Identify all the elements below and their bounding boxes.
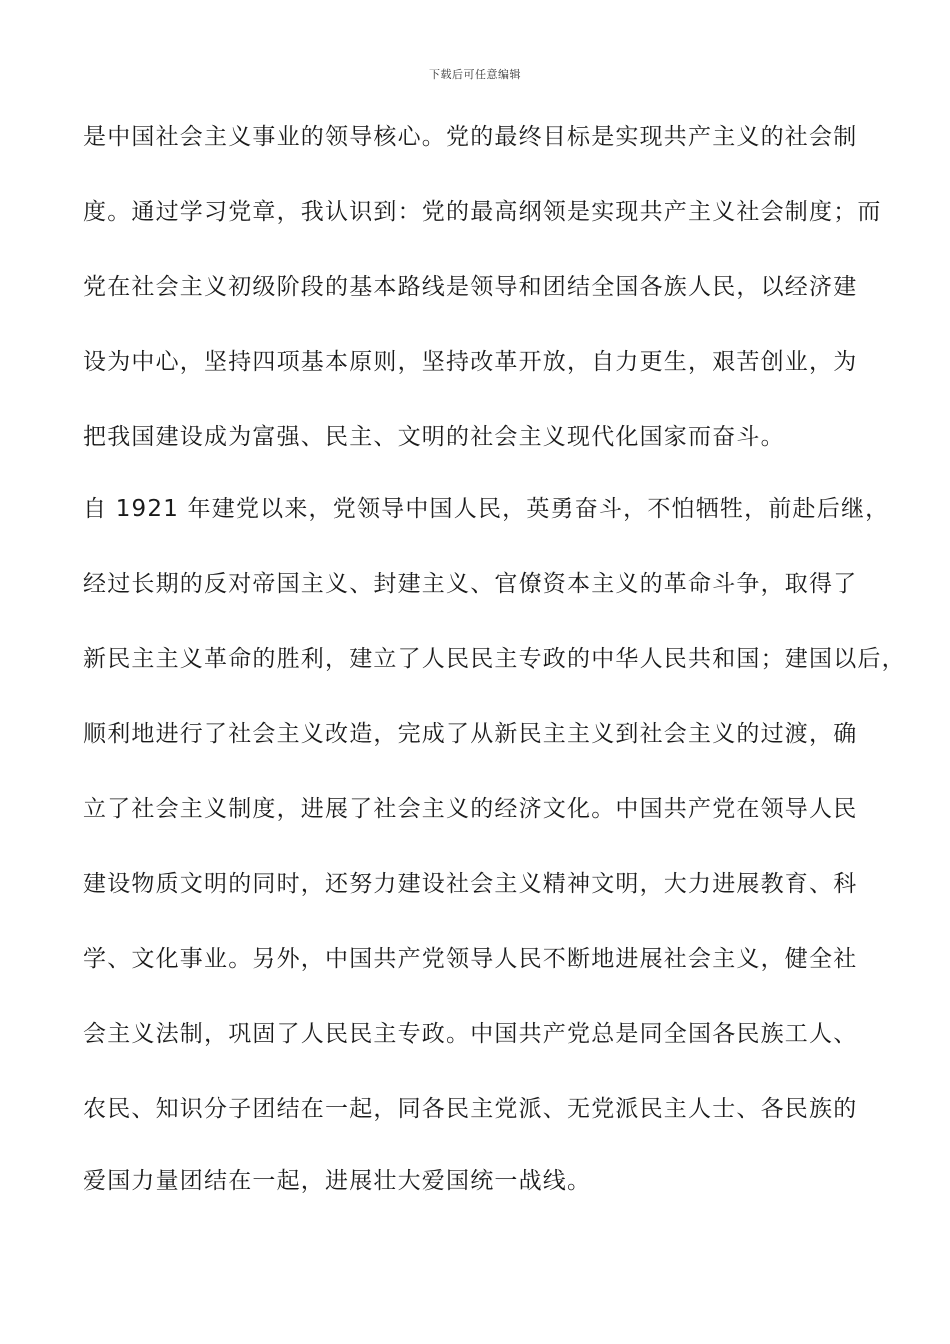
text-line: 经过长期的反对帝国主义、封建主义、官僚资本主义的革命斗争，取得了 (83, 571, 858, 597)
text-line: 设为中心，坚持四项基本原则，坚持改革开放，自力更生，艰苦创业，为 (83, 349, 858, 375)
page-header: 下载后可任意编辑 (429, 68, 521, 81)
text-line: 度。通过学习党章，我认识到：党的最高纲领是实现共产主义社会制度；而 (83, 199, 882, 225)
text-line: 学、文化事业。另外，中国共产党领导人民不断地进展社会主义，健全社 (83, 946, 858, 972)
text-line: 爱国力量团结在一起，进展壮大爱国统一战线。 (83, 1168, 592, 1194)
text-line: 是中国社会主义事业的领导核心。党的最终目标是实现共产主义的社会制 (83, 124, 858, 150)
text-line: 立了社会主义制度，进展了社会主义的经济文化。中国共产党在领导人民 (83, 796, 858, 822)
text-line: 把我国建设成为富强、民主、文明的社会主义现代化国家而奋斗。 (83, 424, 785, 450)
text-line: 党在社会主义初级阶段的基本路线是领导和团结全国各族人民，以经济建 (83, 274, 858, 300)
text-line: 会主义法制，巩固了人民民主专政。中国共产党总是同全国各民族工人、 (83, 1021, 858, 1047)
text-line: 农民、知识分子团结在一起，同各民主党派、无党派民主人士、各民族的 (83, 1096, 858, 1122)
text-line: 自 1921 年建党以来，党领导中国人民，英勇奋斗，不怕牺牲，前赴后继， (83, 496, 890, 522)
text-line: 顺利地进行了社会主义改造，完成了从新民主主义到社会主义的过渡，确 (83, 721, 858, 747)
text-line: 新民主主义革命的胜利，建立了人民民主专政的中华人民共和国；建国以后， (83, 646, 906, 672)
text-line: 建设物质文明的同时，还努力建设社会主义精神文明，大力进展教育、科 (83, 871, 858, 897)
